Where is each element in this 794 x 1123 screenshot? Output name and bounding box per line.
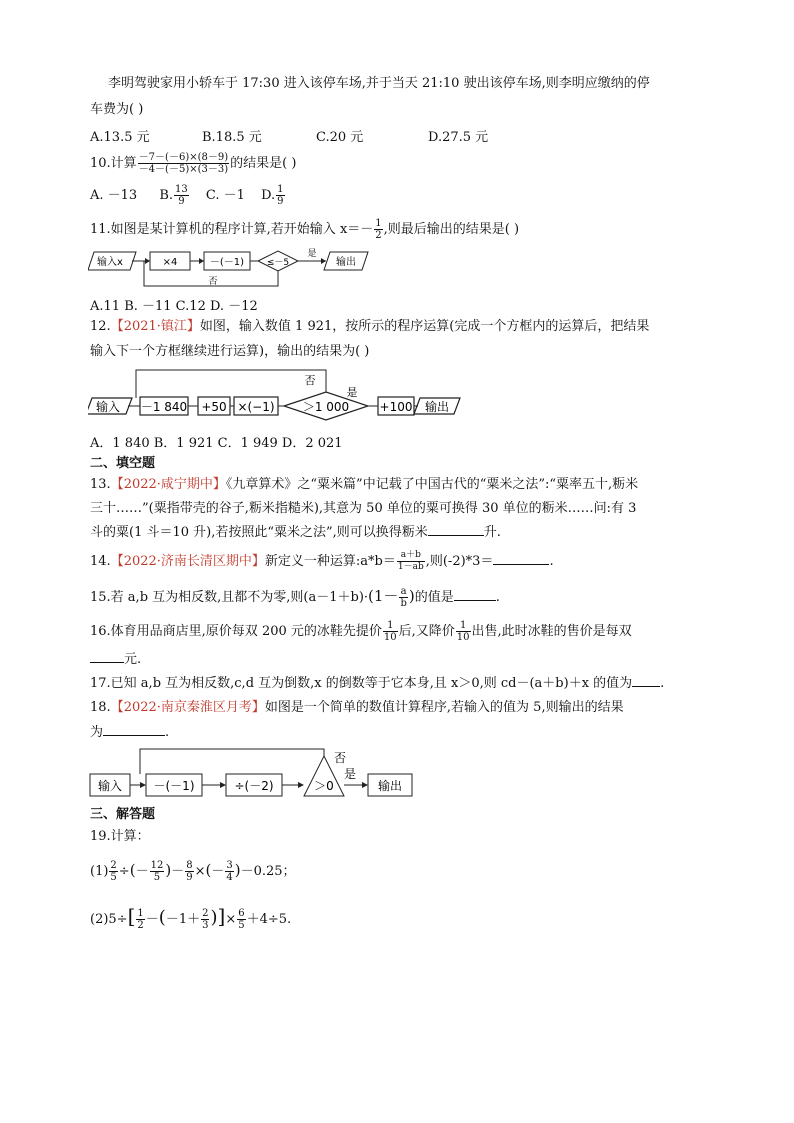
q14-frac-den: 1－ab bbox=[397, 562, 424, 572]
q19-p2-t-num: 2 bbox=[202, 908, 209, 919]
q18-text: 如图是一个简单的数值计算程序,若输入的值为 5,则输出的结果 bbox=[264, 700, 624, 715]
q11-frac-den: 2 bbox=[375, 230, 382, 241]
q14-answer-blank[interactable] bbox=[493, 564, 549, 565]
q19-part-2: (2)5÷[ $\frac{1}{2}$ －(－1＋ $\frac{2}{3}$ )]× $\frac{6}{5}$ ＋4÷5. bbox=[90, 904, 292, 931]
q14-source-tag: 【2022·济南长清区期中】 bbox=[110, 554, 265, 569]
q15-fraction bbox=[399, 586, 407, 609]
q19-p1-tail: －0.25； bbox=[240, 864, 296, 879]
q9-option-b: B.18.5 元 bbox=[202, 130, 262, 145]
q18-line2 bbox=[90, 724, 169, 742]
q19-p1-frac-a bbox=[109, 860, 117, 883]
q19-p1-minus: － bbox=[171, 864, 185, 879]
q11-options: A.11 B. －11 C.12 D. －12 bbox=[90, 299, 258, 314]
q12-number: 12. bbox=[90, 319, 111, 334]
q15-frac-num: a bbox=[400, 586, 407, 597]
q14-end: . bbox=[549, 554, 554, 569]
q11-arrowhead bbox=[321, 258, 326, 264]
q11-no-label: 否 bbox=[208, 277, 218, 287]
q17-text: 17.已知 a,b 互为相反数,c,d 互为倒数,x 的倒数等于它本身,且 x＞0,则 cd－(a＋b)＋x 的值为 bbox=[90, 676, 633, 691]
q12-input: 输入 bbox=[95, 400, 121, 414]
q18-yes-label: 是 bbox=[343, 767, 357, 781]
q14-fraction bbox=[397, 550, 425, 573]
q13-number: 13. bbox=[90, 477, 111, 492]
q18-input: 输入 bbox=[97, 779, 123, 793]
q19-p2-t-den: 3 bbox=[202, 920, 209, 931]
q9-option-c: C.20 元 bbox=[316, 130, 364, 145]
q13-text-1: 《九章算术》之“粟米篇”中记载了中国古代的“粟米之法”:“粟率五十,粝米 bbox=[225, 477, 639, 492]
q11-condition: ≤－5 bbox=[266, 258, 290, 268]
q19-p1-frac-b bbox=[150, 860, 165, 883]
q19-p2-frac-t bbox=[201, 908, 209, 931]
q10-d-num: 1 bbox=[277, 184, 284, 195]
q11-arrowhead bbox=[145, 258, 150, 264]
q9-option-a: A.13.5 元 bbox=[90, 130, 150, 145]
q19-p1-frac-c bbox=[185, 860, 193, 883]
q14-frac-num: a＋b bbox=[397, 550, 425, 562]
q19-title: 19.计算： bbox=[90, 829, 150, 844]
q18-output: 输出 bbox=[377, 779, 403, 793]
q19-p1-d-den: 4 bbox=[226, 872, 233, 883]
q12-source-tag: 【2021·镇江】 bbox=[110, 319, 200, 334]
q12-no-label: 否 bbox=[304, 374, 316, 387]
q10-numerator: －7－(－6)×(8－9) bbox=[138, 152, 229, 163]
q18-arrowhead bbox=[298, 782, 304, 788]
q18-arrowhead bbox=[362, 782, 368, 788]
q12-condition: ＞1 000 bbox=[302, 400, 350, 414]
q16-text-b: 后,又降价 bbox=[398, 624, 455, 639]
q10-options bbox=[90, 182, 286, 210]
q19-p2-minus: － bbox=[145, 912, 159, 927]
q17-answer-blank[interactable] bbox=[632, 686, 660, 687]
q19-p1-c-den: 9 bbox=[186, 872, 193, 883]
q10-option-c: C. －1 bbox=[205, 188, 245, 203]
q16-fraction-1 bbox=[383, 620, 398, 643]
q10-option-a: A. －13 bbox=[90, 188, 138, 203]
q10-b-num: 13 bbox=[175, 184, 188, 195]
q19-p1-frac-d bbox=[225, 860, 233, 883]
q12-step4: +100 bbox=[379, 400, 413, 414]
q11-frac-num: 1 bbox=[375, 218, 382, 229]
q19-p1-times: × bbox=[194, 864, 206, 879]
q19-p2-frac-s bbox=[237, 908, 245, 931]
q9-line2: 车费为( ) bbox=[90, 102, 144, 117]
q15-text-a: 15.若 a,b 互为相反数,且都不为零,则(a－1＋b)· bbox=[90, 590, 369, 605]
section-3-heading: 三、解答题 bbox=[90, 807, 156, 822]
q19-part-1-label: (1) bbox=[90, 864, 109, 879]
q11-yes-label: 是 bbox=[307, 249, 317, 259]
q15-paren-open: (1－ bbox=[368, 587, 399, 605]
q12-options: A．1 840 B．1 921 C．1 949 D．2 021 bbox=[90, 436, 343, 451]
q10-denominator: －4－(－5)×(3－3) bbox=[138, 164, 229, 175]
q12-flowchart bbox=[88, 366, 468, 422]
q18-end: . bbox=[165, 725, 170, 740]
q13-answer-blank[interactable] bbox=[428, 535, 484, 536]
q17-end: . bbox=[660, 676, 665, 691]
q19-p1-a-num: 2 bbox=[110, 860, 117, 871]
q16-text-c: 出售,此时冰鞋的售价是每双 bbox=[471, 624, 632, 639]
q19-p2-s-den: 5 bbox=[238, 920, 245, 931]
q12-line1 bbox=[90, 318, 649, 336]
q13-unit: 升. bbox=[483, 525, 501, 540]
q16-f1-num: 1 bbox=[383, 620, 398, 632]
q16-fraction-2 bbox=[456, 620, 471, 643]
q10-option-d: D. bbox=[261, 188, 276, 203]
q10-suffix: 的结果是( ) bbox=[230, 156, 297, 171]
q16-f1-den: 10 bbox=[383, 632, 397, 643]
q14-line bbox=[90, 548, 554, 576]
q13-source-tag: 【2022·咸宁期中】 bbox=[110, 477, 226, 492]
section-2-heading: 二、填空题 bbox=[90, 456, 156, 471]
q19-p2-h-num: 1 bbox=[137, 908, 144, 919]
q19-p2-inner: －1＋ bbox=[165, 912, 201, 927]
q12-line2: 输入下一个方框继续进行运算)，输出的结果为( ) bbox=[90, 344, 370, 359]
q11-flowchart bbox=[88, 246, 408, 292]
q18-answer-blank[interactable] bbox=[103, 735, 165, 736]
q19-p1-d-num: 3 bbox=[226, 860, 233, 871]
q15-frac-den: b bbox=[400, 598, 407, 609]
q19-part-1: (1) $\frac{2}{5}$ ÷(－ $\frac{12}{5}$ )－ $\frac{8}{9}$ ×(－ $\frac{3}{4}$ )－0.25； bbox=[90, 860, 296, 883]
q19-p2-h-den: 2 bbox=[137, 920, 144, 931]
q13-line3 bbox=[90, 524, 501, 542]
q11-step2: －(－1) bbox=[209, 257, 245, 268]
q18-arrowhead bbox=[220, 782, 226, 788]
q18-text-2: 为 bbox=[90, 725, 104, 740]
q9-option-d: D.27.5 元 bbox=[428, 130, 489, 145]
q10-d-den: 9 bbox=[277, 196, 284, 207]
q18-loop-line bbox=[140, 749, 324, 774]
q10-stem bbox=[90, 148, 296, 180]
q12-yes-label: 是 bbox=[346, 386, 358, 399]
q15-text-b: 的值是 bbox=[414, 590, 454, 605]
q18-line1 bbox=[90, 699, 624, 717]
q10-option-b: B. bbox=[159, 188, 174, 203]
q11-input-label: 输入x bbox=[97, 257, 123, 268]
q14-text-b: ,则(-2)*3＝ bbox=[425, 554, 494, 569]
q11-step1: ×4 bbox=[162, 257, 178, 268]
q19-p2-tail: ＋4÷5. bbox=[246, 912, 292, 927]
q16-unit: 元. bbox=[124, 652, 142, 667]
q19-p2-times: × bbox=[225, 912, 237, 927]
q11-arrowhead bbox=[199, 258, 204, 264]
q11-text-b: ,则最后输出的结果是( ) bbox=[383, 222, 520, 237]
q18-condition: ＞0 bbox=[314, 779, 334, 793]
q12-loop-line bbox=[136, 370, 326, 398]
q14-text-a: 新定义一种运算:a*b＝ bbox=[264, 554, 396, 569]
q10-prefix: 10.计算 bbox=[90, 156, 137, 171]
q19-p2-frac-h bbox=[136, 908, 144, 931]
q18-step2: ÷(－2) bbox=[234, 779, 274, 793]
q13-text-3: 斗的粟(1 斗＝10 升),若按照此“粟米之法”,则可以换得粝米 bbox=[90, 525, 428, 540]
q18-source-tag: 【2022·南京秦淮区月考】 bbox=[110, 700, 265, 715]
q15-paren-close: ) bbox=[408, 587, 415, 605]
q16-f2-den: 10 bbox=[456, 632, 470, 643]
q19-p2-s-num: 6 bbox=[238, 908, 245, 919]
q10-option-b-fraction bbox=[174, 184, 189, 207]
q13-line2: 三十……”(粟指带壳的谷子,粝米指糙米),其意为 50 单位的粟可换得 30 单位的粝米……问:有 3 bbox=[90, 501, 637, 516]
q13-line1 bbox=[90, 476, 638, 494]
q16-line2 bbox=[90, 651, 141, 669]
q12-step2: +50 bbox=[201, 400, 227, 414]
q19-p1-c-num: 8 bbox=[186, 860, 193, 871]
q18-step1: －(－1) bbox=[153, 779, 195, 793]
q12-step3: ×(−1) bbox=[237, 400, 275, 414]
q18-number: 18. bbox=[90, 700, 111, 715]
q18-flowchart bbox=[88, 748, 418, 804]
q10-fraction bbox=[138, 152, 229, 175]
q19-p1-b-num: 12 bbox=[150, 860, 164, 871]
q19-p1-b-den: 5 bbox=[153, 872, 161, 883]
q15-line bbox=[90, 582, 500, 612]
q16-f2-num: 1 bbox=[456, 620, 471, 632]
q11-text-a: 11.如图是某计算机的程序计算,若开始输入 x＝－ bbox=[90, 222, 374, 237]
q17-line bbox=[90, 675, 664, 693]
q16-answer-blank[interactable] bbox=[90, 662, 124, 663]
q9-line1: 李明驾驶家用小轿车于 17:30 进入该停车场,并于当天 21:10 驶出该停车场,则李明应缴纳的停 bbox=[108, 76, 650, 91]
q19-p1-div: ÷ bbox=[118, 864, 130, 879]
q19-p1-a-den: 5 bbox=[110, 872, 117, 883]
q11-stem bbox=[90, 216, 519, 244]
q11-output: 输出 bbox=[336, 257, 356, 268]
q12-step1: －1 840 bbox=[140, 400, 188, 414]
q10-b-den: 9 bbox=[178, 196, 185, 207]
q14-number: 14. bbox=[90, 554, 111, 569]
q11-fraction bbox=[374, 218, 382, 241]
q18-no-label: 否 bbox=[334, 751, 347, 765]
q15-end: . bbox=[495, 590, 500, 605]
q19-part-2-label: (2)5÷ bbox=[90, 912, 128, 927]
q16-line1 bbox=[90, 618, 632, 646]
q12-text: 如图，输入数值 1 921，按所示的程序运算(完成一个方框内的运算后，把结果 bbox=[199, 319, 650, 334]
q12-output: 输出 bbox=[424, 400, 450, 414]
q16-text-a: 16.体育用品商店里,原价每双 200 元的冰鞋先提价 bbox=[90, 624, 382, 639]
q15-answer-blank[interactable] bbox=[454, 600, 496, 601]
q10-option-d-fraction bbox=[276, 184, 284, 207]
q18-arrowhead bbox=[140, 782, 146, 788]
